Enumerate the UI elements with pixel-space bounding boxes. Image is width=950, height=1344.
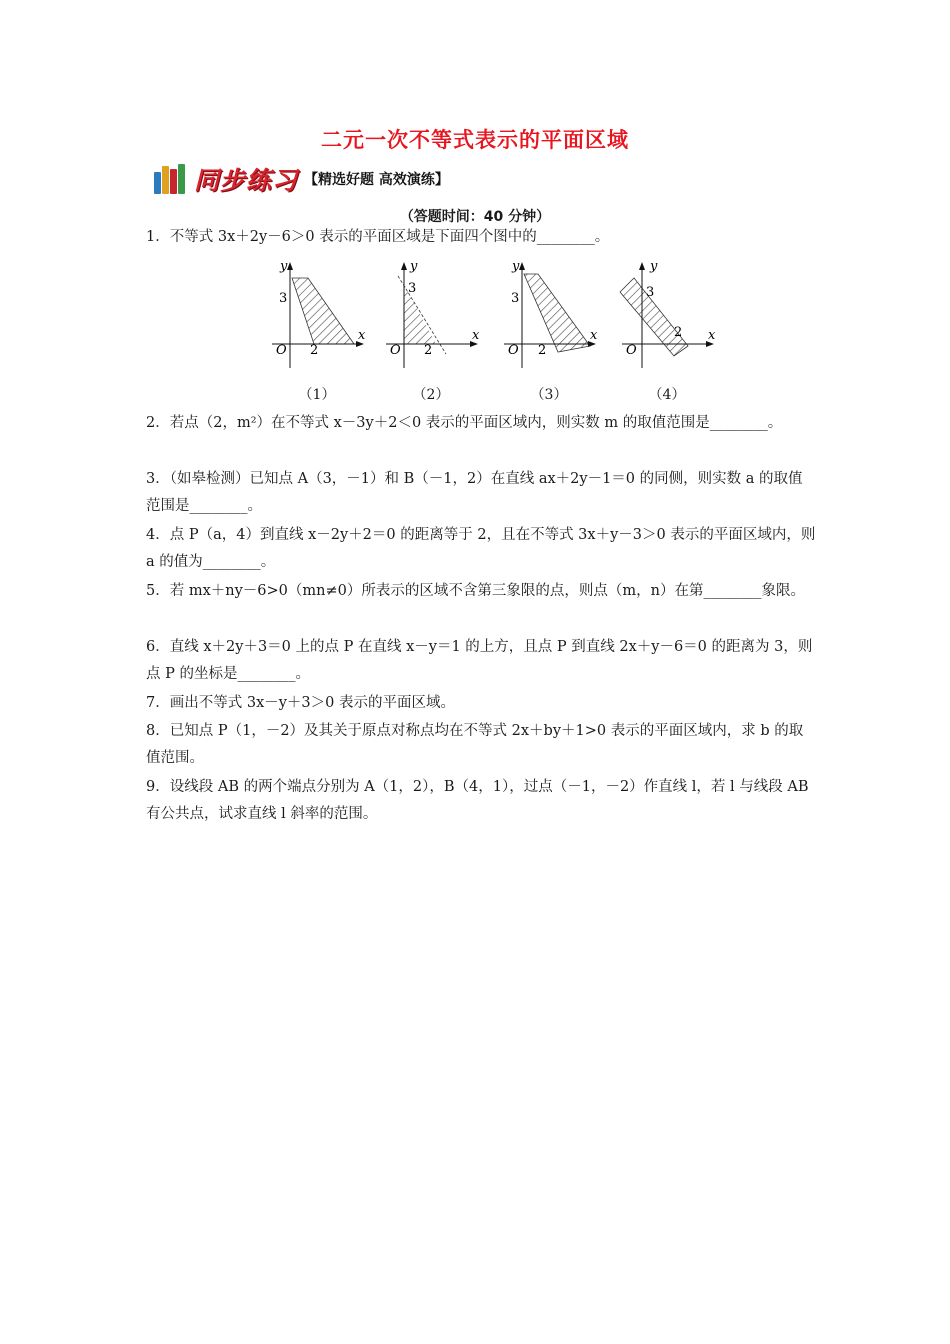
- question-number: 5．: [146, 583, 170, 599]
- question-1: [146, 224, 816, 251]
- figure-4: [612, 256, 722, 406]
- figure-1-graph: [262, 256, 372, 381]
- svg-text:y: y: [280, 259, 288, 274]
- section-banner: [152, 160, 449, 198]
- question-number: 3．: [146, 471, 170, 487]
- figure-caption: （3）: [530, 387, 568, 403]
- question-3: [146, 466, 816, 520]
- svg-text:2: 2: [310, 343, 319, 358]
- question-6: [146, 634, 816, 688]
- svg-text:2: 2: [674, 325, 683, 340]
- svg-text:3: 3: [279, 291, 288, 306]
- books-icon: [152, 162, 190, 196]
- question-text: （如皋检测）已知点 A（3，－1）和 B（－1，2）在直线 ax＋2y－1＝0 的同侧，则实数 a 的取值范围是________。: [146, 471, 803, 514]
- question-number: 8．: [146, 723, 170, 739]
- svg-text:O: O: [508, 343, 519, 358]
- question-7: [146, 690, 816, 717]
- svg-text:3: 3: [511, 291, 520, 306]
- question-5: [146, 578, 816, 605]
- svg-text:2: 2: [424, 343, 433, 358]
- question-9: [146, 774, 816, 828]
- svg-text:2: 2: [538, 343, 547, 358]
- question-number: 9．: [146, 779, 170, 795]
- figure-3: [494, 256, 604, 406]
- figure-1: [262, 256, 372, 406]
- question-2: [146, 410, 816, 437]
- svg-text:x: x: [590, 328, 598, 343]
- question-text: 直线 x＋2y＋3＝0 上的点 P 在直线 x－y＝1 的上方，且点 P 到直线 2x＋y－6＝0 的距离为 3，则点 P 的坐标是________。: [146, 639, 813, 682]
- svg-text:y: y: [410, 259, 418, 274]
- time-note: （答题时间：40 分钟）: [399, 209, 551, 225]
- question-text: 点 P（a，4）到直线 x－2y＋2＝0 的距离等于 2，且在不等式 3x＋y－3＞0 表示的平面区域内，则 a 的值为________。: [146, 527, 816, 570]
- question-text: 设线段 AB 的两个端点分别为 A（1，2），B（4，1），过点（－1，－2）作直线 l，若 l 与线段 AB 有公共点，试求直线 l 斜率的范围。: [146, 779, 809, 822]
- figure-row: [262, 256, 732, 406]
- figure-3-graph: [494, 256, 604, 381]
- svg-text:y: y: [512, 259, 520, 274]
- figure-2-graph: [376, 256, 486, 381]
- svg-text:x: x: [708, 328, 716, 343]
- question-number: 2．: [146, 415, 170, 431]
- figure-caption: （2）: [412, 387, 450, 403]
- question-text: 已知点 P（1，－2）及其关于原点对称点均在不等式 2x＋by＋1>0 表示的平面区域内，求 b 的取值范围。: [146, 723, 804, 766]
- svg-text:3: 3: [408, 281, 417, 296]
- question-text: 不等式 3x＋2y－6＞0 表示的平面区域是下面四个图中的________。: [169, 229, 610, 245]
- svg-text:3: 3: [646, 285, 655, 300]
- question-text: 画出不等式 3x－y＋3＞0 表示的平面区域。: [169, 695, 455, 711]
- figure-4-graph: [612, 256, 722, 381]
- svg-text:O: O: [390, 343, 401, 358]
- svg-text:x: x: [358, 328, 366, 343]
- figure-2: [376, 256, 486, 406]
- figure-caption: （1）: [298, 387, 336, 403]
- svg-text:O: O: [626, 343, 637, 358]
- banner-heading: 同步练习: [194, 166, 299, 195]
- banner-subheading: 【精选好题 高效演练】: [304, 172, 449, 188]
- question-text: 若点（2，m²）在不等式 x－3y＋2＜0 表示的平面区域内，则实数 m 的取值范围是________。: [169, 415, 783, 431]
- question-number: 7．: [146, 695, 170, 711]
- svg-text:O: O: [276, 343, 287, 358]
- svg-text:y: y: [650, 259, 658, 274]
- question-number: 1．: [146, 229, 170, 245]
- document-title: 二元一次不等式表示的平面区域: [321, 128, 629, 152]
- question-number: 6．: [146, 639, 170, 655]
- svg-text:x: x: [472, 328, 480, 343]
- figure-caption: （4）: [648, 387, 686, 403]
- question-text: 若 mx＋ny－6>0（mn≠0）所表示的区域不含第三象限的点，则点（m，n）在第________象限。: [169, 583, 805, 599]
- question-number: 4．: [146, 527, 170, 543]
- question-8: [146, 718, 816, 772]
- question-4: [146, 522, 816, 576]
